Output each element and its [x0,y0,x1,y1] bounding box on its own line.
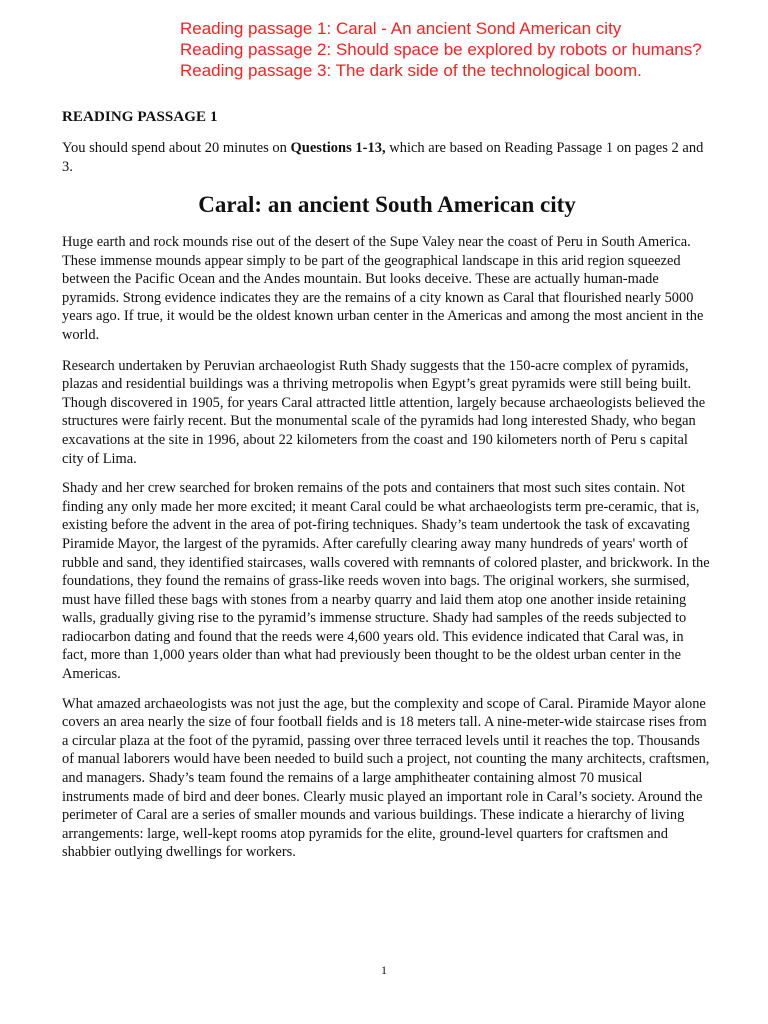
passage-note-1: Reading passage 1: Caral - An ancient Sond American city [180,19,622,38]
instructions [62,139,712,177]
instructions-text-start: You should spend about 20 minutes on [62,140,291,156]
paragraph-2: Research undertaken by Peruvian archaeologist Ruth Shady suggests that the 150-acre complex of pyramids, plazas and residential buildings was a thriving metropolis when Egypt’s great pyramids were still being built. Though discovered in 1905, for years Caral attracted little attention, largely because archaeologists believed the structures were fairly recent. But the monumental scale of the pyramids had long interested Shady, who began excavations at the site in 1996, about 22 kilometers from the coast and 190 kilometers north of Peru s capital city of Lima. [62,357,706,467]
passage-notes [180,18,760,81]
instructions-questions: Questions 1-13, [290,140,386,156]
passage-note-3: Reading passage 3: The dark side of the technological boom. [180,61,642,80]
page-number: 1 [381,963,387,977]
passage-title: Caral: an ancient South American city [198,192,576,217]
paragraph-3: Shady and her crew searched for broken remains of the pots and containers that most such sites contain. Not finding any only made her more excited; it meant Caral could be what archaeologists term pre-ceramic, that is, existing before the advent in the area of pot-firing techniques. Shady’s team undertook the task of excavating Piramide Mayor, the largest of the pyramids. After carefully clearing away many hundreds of years' worth of rubble and sand, they identified staircases, walls covered with remnants of colored plaster, and brickwork. In the foundations, they found the remains of grass-like reeds woven into bags. The original workers, she surmised, must have filled these bags with stones from a nearby quarry and laid them atop one another inside retaining walls, gradually giving rise to the pyramid’s immense structure. Shady had samples of the reeds subjected to radiocarbon dating and found that the reeds were 4,600 years old. This evidence indicated that Caral was, in fact, more than 1,000 years older than what had previously been thought to be the oldest urban center in the Americas. [62,480,710,683]
passage-note-2: Reading passage 2: Should space be explored by robots or humans? [180,40,702,59]
instructions-text-end: which are based on Reading Passage 1 on pages 2 and 3. [62,140,704,175]
passage-content [62,108,712,873]
paragraph-4: What amazed archaeologists was not just the age, but the complexity and scope of Caral. Piramide Mayor alone covers an area nearly the size of four football fields and is 18 meters tall. A nine-meter-wide staircase rises from a circular plaza at the foot of the pyramid, passing over three terraced levels until it reaches the top. Thousands of manual laborers would have been needed to build such a project, not counting the many architects, craftsmen, and managers. Shady’s team found the remains of a large amphitheater containing almost 70 musical instruments made of bird and deer bones. Clearly music played an important role in Caral’s society. Around the perimeter of Caral are a series of smaller mounds and various buildings. These indicate a hierarchy of living arrangements: large, well-kept rooms atop pyramids for the elite, ground-level quarters for craftsmen and shabbier outlying dwellings for workers. [62,695,710,861]
paragraph-1: Huge earth and rock mounds rise out of the desert of the Supe Valey near the coast of Peru in South America. These immense mounds appear simply to be part of the geographical landscape in this arid region squeezed between the Pacific Ocean and the Andes mountain. But looks deceive. These are actually human-made pyramids. Strong evidence indicates they are the remains of a city known as Caral that flourished nearly 5000 years ago. If true, it would be the oldest known urban center in the Americas and among the most ancient in the world. [62,234,704,343]
section-heading: READING PASSAGE 1 [62,109,218,125]
